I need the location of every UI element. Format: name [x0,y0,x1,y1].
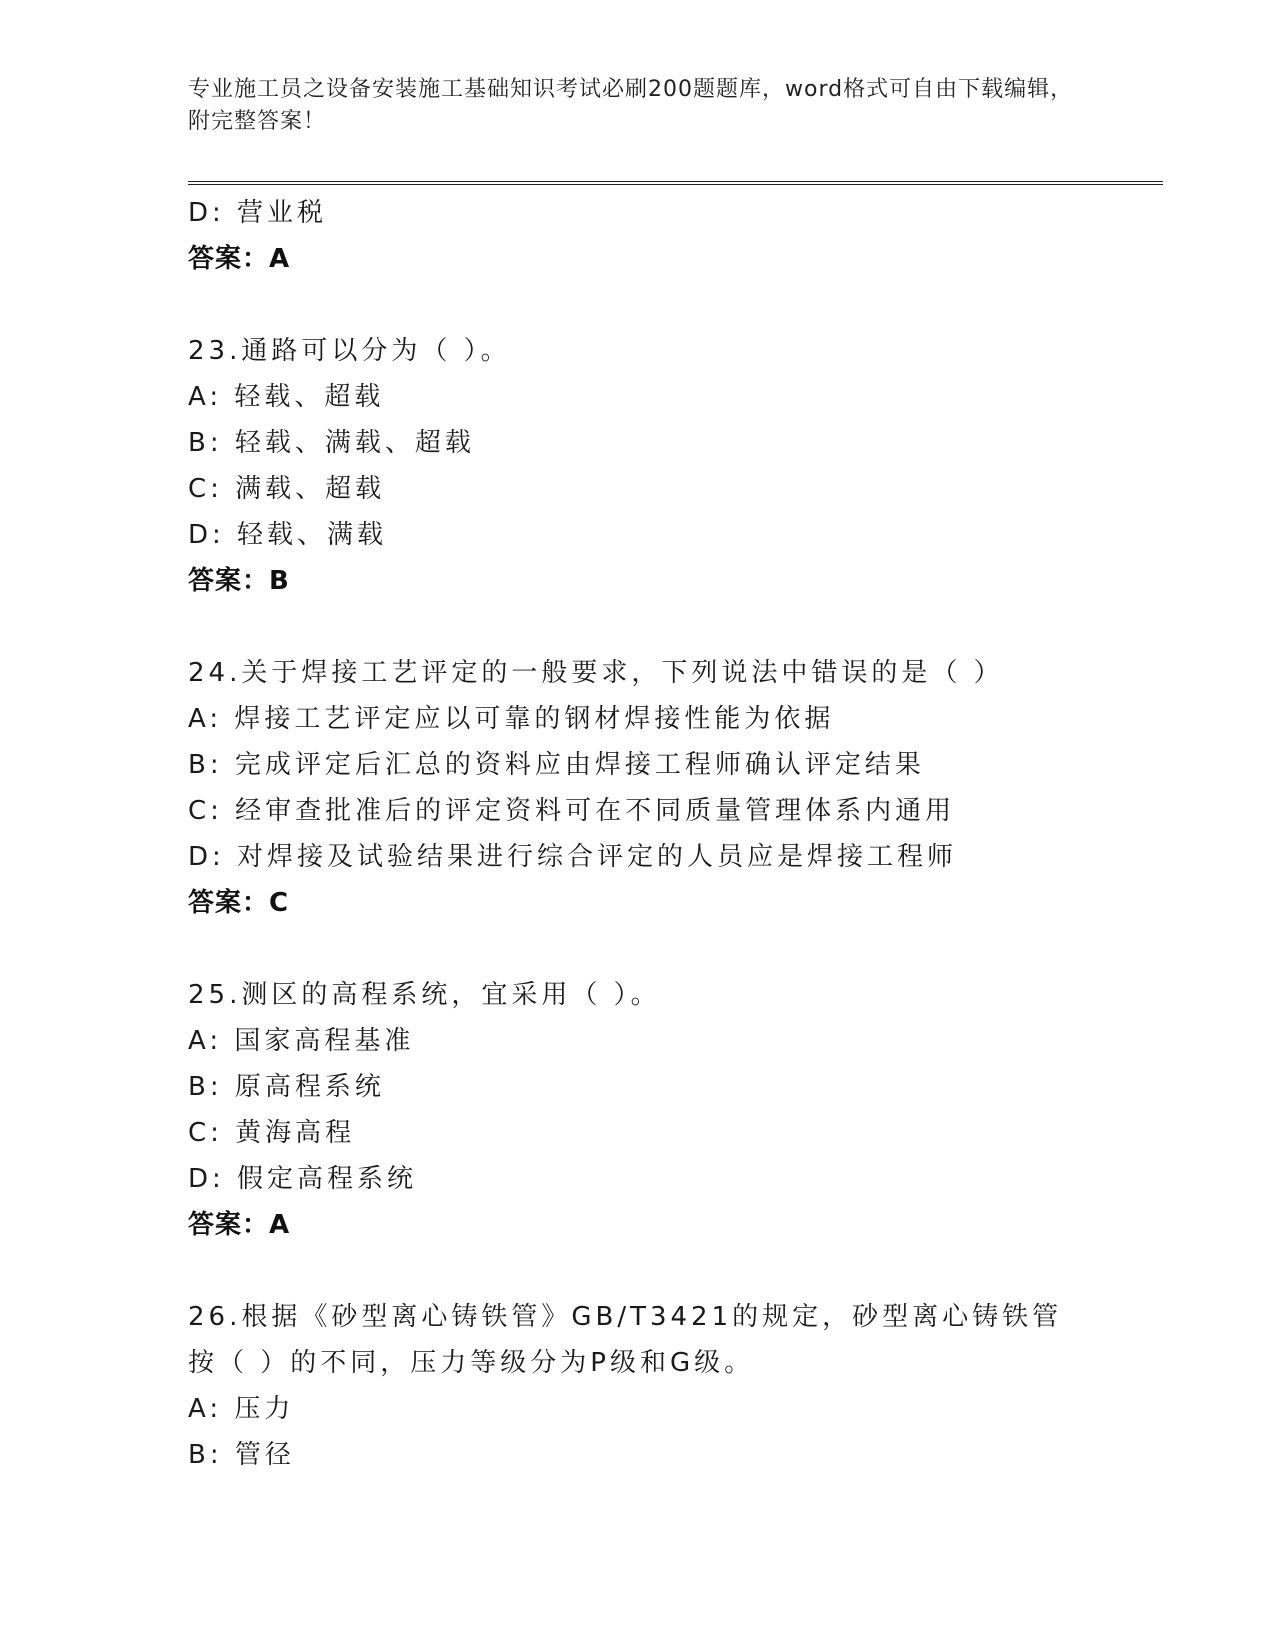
answer-label: 答案：A [188,244,291,274]
option-d: D: 营业税 [188,198,328,228]
spacer [188,604,1148,650]
question-26 [188,1294,1148,1478]
question-24 [188,650,1148,926]
option-a: A: 压力 [188,1394,295,1424]
option-c: C: 经审查批准后的评定资料可在不同质量管理体系内通用 [188,796,956,826]
option-b: B: 完成评定后汇总的资料应由焊接工程师确认评定结果 [188,750,925,780]
header-divider [188,181,1163,185]
option-b: B: 管径 [188,1440,295,1470]
document-title: 专业施工员之设备安装施工基础知识考试必刷200题题库，word格式可自由下载编辑，附完整答案！ [188,77,1074,134]
answer-label: 答案：C [188,888,290,918]
option-a: A: 国家高程基准 [188,1026,415,1056]
document-body [188,190,1148,1478]
option-d: D: 轻载、满载 [188,520,388,550]
option-d: D: 对焊接及试验结果进行综合评定的人员应是焊接工程师 [188,842,958,872]
spacer [188,1248,1148,1294]
question-25 [188,972,1148,1248]
option-a: A: 焊接工艺评定应以可靠的钢材焊接性能为依据 [188,704,835,734]
option-c: C: 黄海高程 [188,1118,356,1148]
document-header [188,74,1088,138]
question-stem: 23.通路可以分为（ ）。 [188,336,511,366]
question-stem: 26.根据《砂型离心铸铁管》GB/T3421的规定，砂型离心铸铁管按（ ）的不同，压力等级分为P级和G级。 [188,1302,1063,1378]
question-stem: 25.测区的高程系统，宜采用（ ）。 [188,980,661,1010]
spacer [188,926,1148,972]
option-a: A: 轻载、超载 [188,382,385,412]
option-b: B: 原高程系统 [188,1072,385,1102]
answer-label: 答案：A [188,1210,291,1240]
option-b: B: 轻载、满载、超载 [188,428,475,458]
option-d: D: 假定高程系统 [188,1164,418,1194]
question-stem: 24.关于焊接工艺评定的一般要求，下列说法中错误的是（ ） [188,658,1004,688]
spacer [188,282,1148,328]
question-23 [188,328,1148,604]
option-c: C: 满载、超载 [188,474,386,504]
answer-label: 答案：B [188,566,290,596]
